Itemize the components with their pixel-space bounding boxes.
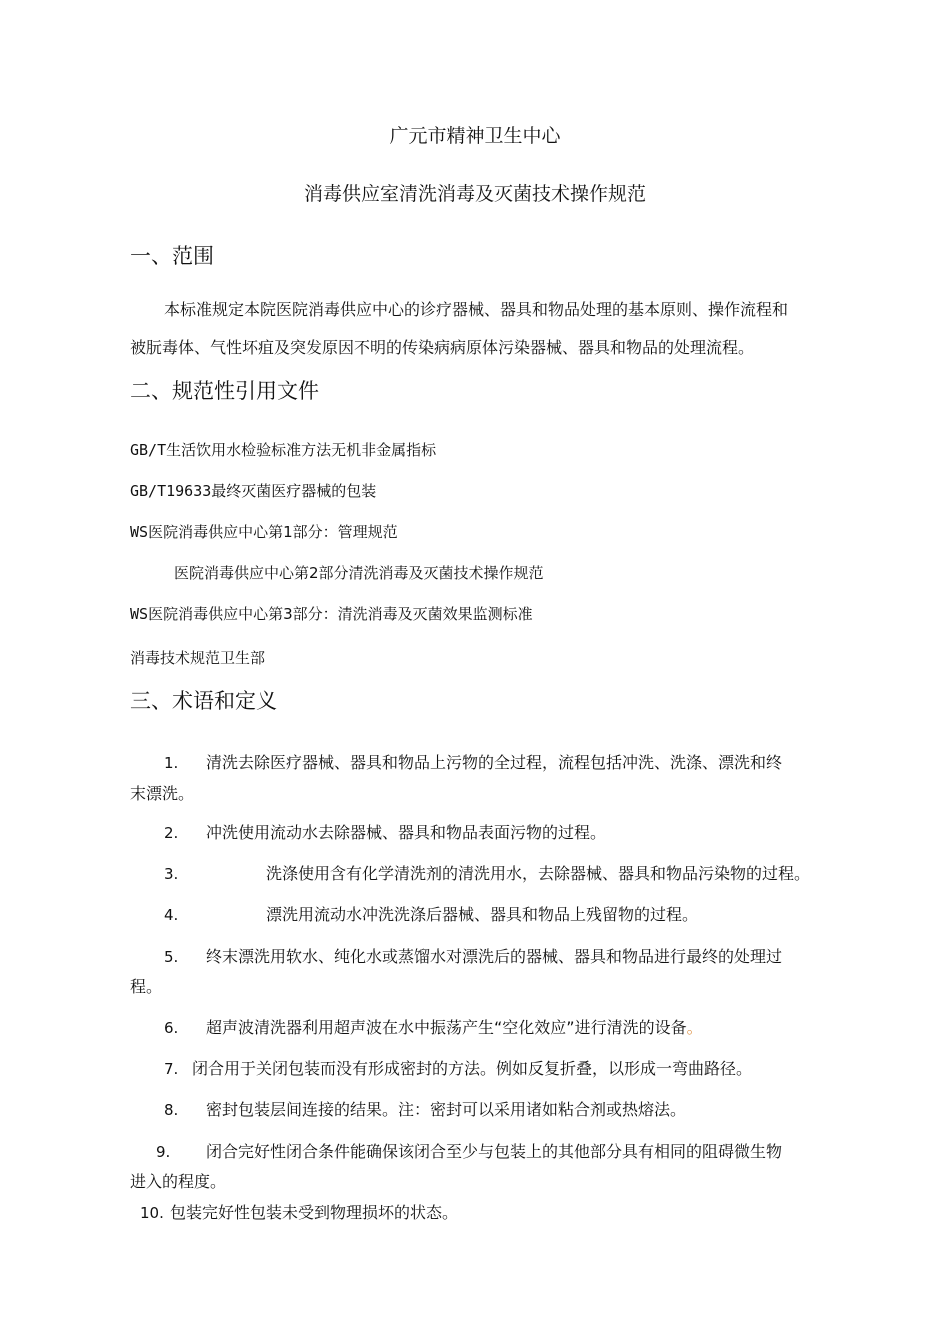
reference-code: WS	[130, 605, 149, 623]
accent-period: 。	[686, 1018, 703, 1037]
scope-paragraph-line1: 本标准规定本院医院消毒供应中心的诊疗器械、器具和物品处理的基本原则、操作流程和	[164, 300, 789, 319]
term-number: 7.	[164, 1060, 179, 1078]
term-number: 1.	[164, 754, 179, 772]
term-definition-line2: 末漂洗。	[130, 784, 195, 803]
term-number: 8.	[164, 1101, 179, 1119]
term-number: 4.	[164, 906, 179, 924]
reference-item	[130, 481, 376, 501]
term-number: 6.	[164, 1019, 179, 1037]
org-title: 广元市精神卫生中心	[389, 125, 561, 147]
term-definition-line1: 密封包装层间连接的结果。注：密封可以采用诸如粘合剂或热熔法。	[206, 1100, 687, 1119]
term-definition-line1: 包装完好性包装未受到物理损坏的状态。	[170, 1203, 459, 1222]
scope-paragraph-line2: 被朊毒体、气性坏疽及突发原因不明的传染病病原体污染器械、器具和物品的处理流程。	[130, 338, 755, 357]
section-heading-terms: 三、术语和定义	[130, 689, 277, 713]
term-definition-line1: 闭合用于关闭包装而没有形成密封的方法。例如反复折叠，以形成一弯曲路径。	[192, 1059, 753, 1078]
term-definition-line1	[206, 1018, 703, 1038]
reference-text: 生活饮用水检验标准方法无机非金属指标	[166, 441, 437, 459]
term-number: 9.	[156, 1143, 171, 1161]
section-heading-scope: 一、范围	[130, 244, 214, 268]
term-definition-line2: 程。	[130, 977, 163, 996]
reference-text: 医院消毒供应中心第2部分清洗消毒及灭菌技术操作规范	[174, 564, 544, 582]
reference-text: 消毒技术规范卫生部	[130, 649, 266, 667]
term-definition-line1: 终末漂洗用软水、纯化水或蒸馏水对漂洗后的器械、器具和物品进行最终的处理过	[206, 947, 783, 966]
term-number: 10.	[140, 1204, 164, 1222]
reference-item	[174, 563, 544, 583]
term-definition-line2: 进入的程度。	[130, 1172, 227, 1191]
term-number: 3.	[164, 865, 179, 883]
reference-text: 医院消毒供应中心第1部分：管理规范	[148, 523, 398, 541]
reference-text: 医院消毒供应中心第3部分：清洗消毒及灭菌效果监测标准	[148, 605, 533, 623]
reference-item	[130, 522, 398, 542]
term-number: 2.	[164, 824, 179, 842]
section-heading-references: 二、规范性引用文件	[130, 379, 319, 403]
reference-code: GB/T	[130, 441, 167, 459]
term-definition-line1: 漂洗用流动水冲洗洗涤后器械、器具和物品上残留物的过程。	[266, 905, 699, 924]
term-definition-line1: 闭合完好性闭合条件能确保该闭合至少与包装上的其他部分具有相同的阻碍微生物	[206, 1142, 783, 1161]
reference-item	[130, 648, 265, 668]
term-definition-line1: 冲洗使用流动水去除器械、器具和物品表面污物的过程。	[206, 823, 607, 842]
term-definition-line1: 清洗去除医疗器械、器具和物品上污物的全过程，流程包括冲洗、洗涤、漂洗和终	[206, 753, 783, 772]
reference-text: 最终灭菌医疗器械的包装	[211, 482, 377, 500]
reference-item	[130, 604, 533, 624]
reference-item	[130, 440, 436, 460]
term-definition-text: 超声波清洗器利用超声波在水中振荡产生“空化效应”进行清洗的设备	[206, 1018, 687, 1037]
reference-code: GB/T19633	[130, 482, 212, 500]
term-number: 5.	[164, 948, 179, 966]
term-definition-line1: 洗涤使用含有化学清洗剂的清洗用水，去除器械、器具和物品污染物的过程。	[266, 864, 811, 883]
document-title: 消毒供应室清洗消毒及灭菌技术操作规范	[303, 183, 646, 205]
reference-code: WS	[130, 523, 149, 541]
